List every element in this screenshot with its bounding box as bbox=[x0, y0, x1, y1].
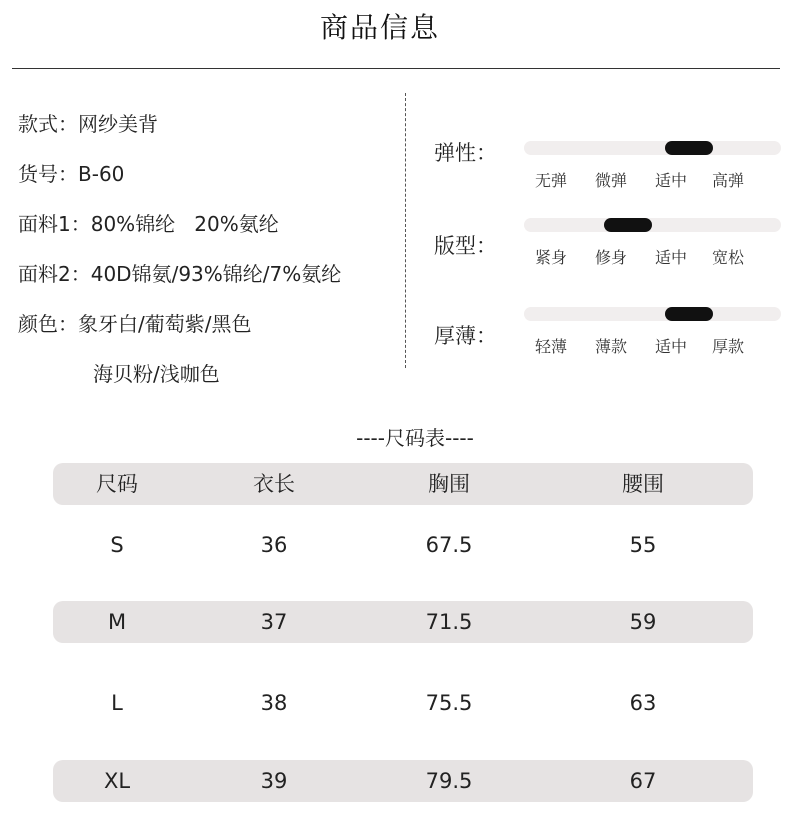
info-item-no-label: 货号： bbox=[18, 162, 78, 186]
info-style-value: 网纱美背 bbox=[78, 112, 158, 136]
table-cell: 37 bbox=[260, 610, 288, 634]
table-row bbox=[53, 524, 753, 566]
scale-option: 适中 bbox=[654, 248, 687, 267]
scale-option: 薄款 bbox=[594, 337, 627, 356]
scale-option: 修身 bbox=[594, 248, 627, 267]
table-cell: XL bbox=[103, 769, 131, 793]
title-divider bbox=[12, 68, 780, 69]
scale-indicator-0 bbox=[665, 141, 713, 155]
scale-option: 轻薄 bbox=[534, 337, 567, 356]
table-cell: 36 bbox=[260, 533, 288, 557]
table-cell: S bbox=[110, 533, 124, 557]
scale-option: 适中 bbox=[654, 171, 687, 190]
table-cell: 75.5 bbox=[425, 691, 473, 715]
info-fabric1-label: 面料1： bbox=[18, 212, 91, 236]
table-cell: 55 bbox=[629, 533, 657, 557]
table-row bbox=[53, 601, 753, 643]
scale-indicator-1 bbox=[604, 218, 652, 232]
info-colors-label: 颜色： bbox=[18, 312, 78, 336]
scale-option: 高弹 bbox=[711, 171, 744, 190]
table-cell: 79.5 bbox=[425, 769, 473, 793]
scale-track-1 bbox=[524, 218, 781, 232]
table-cell: 63 bbox=[629, 691, 657, 715]
table-header-cell: 胸围 bbox=[428, 472, 470, 496]
table-cell: 67.5 bbox=[425, 533, 473, 557]
table-header-cell: 尺码 bbox=[96, 472, 138, 496]
table-header-row bbox=[53, 463, 753, 505]
scale-track-0 bbox=[524, 141, 781, 155]
info-colors-value-line1: 象牙白/葡萄紫/黑色 bbox=[78, 312, 252, 336]
info-colors bbox=[18, 308, 251, 337]
info-fabric1 bbox=[18, 208, 279, 237]
table-cell: 39 bbox=[260, 769, 288, 793]
info-fabric2-label: 面料2： bbox=[18, 262, 91, 286]
size-table-title: ----尺码表---- bbox=[356, 426, 474, 450]
info-item-no bbox=[18, 158, 124, 187]
scale-option: 微弹 bbox=[594, 171, 627, 190]
info-style bbox=[18, 108, 158, 137]
info-fabric2 bbox=[18, 258, 341, 287]
page-title: 商品信息 bbox=[319, 11, 440, 44]
table-cell: M bbox=[107, 610, 127, 634]
info-colors-line2 bbox=[93, 358, 220, 387]
table-header-cell: 腰围 bbox=[622, 472, 664, 496]
table-cell: 38 bbox=[260, 691, 288, 715]
table-cell: 67 bbox=[629, 769, 657, 793]
info-colors-value-line2: 海贝粉/浅咖色 bbox=[93, 362, 220, 386]
table-header-cell: 衣长 bbox=[253, 472, 295, 496]
table-row bbox=[53, 760, 753, 802]
info-item-no-value: B-60 bbox=[78, 162, 125, 186]
scale-option: 紧身 bbox=[534, 248, 567, 267]
table-cell: 71.5 bbox=[425, 610, 473, 634]
scale-label-0: 弹性： bbox=[434, 141, 497, 165]
scale-option: 厚款 bbox=[711, 337, 744, 356]
info-style-label: 款式： bbox=[18, 112, 78, 136]
scale-label-2: 厚薄： bbox=[434, 324, 497, 348]
info-fabric1-value: 80%锦纶 20%氨纶 bbox=[90, 212, 279, 236]
scale-label-1: 版型： bbox=[434, 234, 497, 258]
table-cell: L bbox=[111, 691, 123, 715]
info-divider bbox=[405, 93, 406, 368]
scale-track-2 bbox=[524, 307, 781, 321]
scale-indicator-2 bbox=[665, 307, 713, 321]
table-row bbox=[53, 682, 753, 724]
scale-option: 宽松 bbox=[711, 248, 744, 267]
scale-option: 适中 bbox=[654, 337, 687, 356]
table-cell: 59 bbox=[629, 610, 657, 634]
scale-option: 无弹 bbox=[534, 171, 567, 190]
info-fabric2-value: 40D锦氨/93%锦纶/7%氨纶 bbox=[90, 262, 342, 286]
